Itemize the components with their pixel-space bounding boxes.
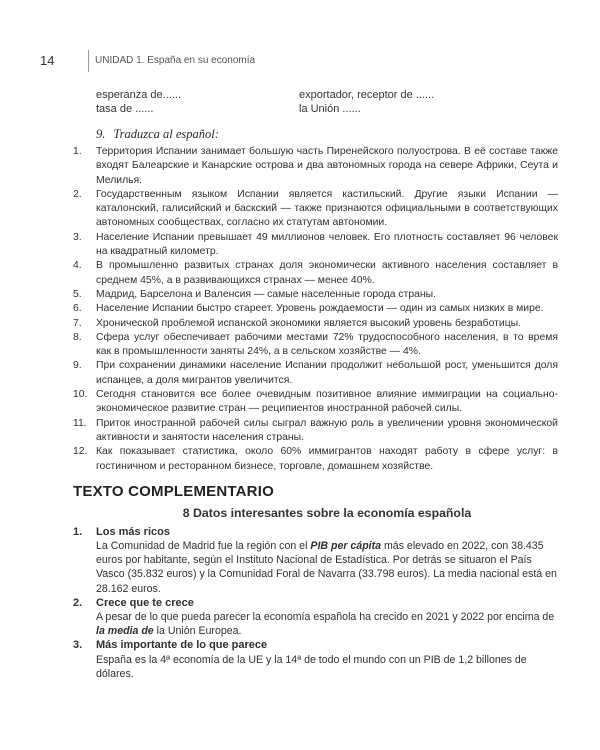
list-item [73,317,558,331]
item-number: 1. [73,525,83,538]
item-number: 6. [73,303,82,315]
running-title: UNIDAD 1. España en su economía [95,55,256,66]
item-text: Сегодня становится все более очевидным позитивное влияние иммиграции на социально-экономическое развитие стран — реципиентов иностранной рабочей силы. [96,389,558,415]
list-item [73,359,558,388]
item-text: Население Испании превышает 49 миллионов человек. Его плотность составляет 96 человек на квадратный километр. [96,231,558,258]
list-item [73,288,558,302]
body-text: España es la 4ª economía de la UE y la 14ª de todo el mundo con un PIB de 1,2 billones de dólares. [96,653,527,680]
body-text: más elevado en 2022, con 38.435 euros por habitante, según el Instituto Nacional de Estadística. Por detrás se situaron el País Vasco (35.832 euros) y la Comunidad Foral de Navarra (33.798 euros). La media nacional está en 28.162 euros. [96,540,557,595]
item-number: 2. [73,188,82,200]
header-divider [88,50,89,72]
item-number: 1. [73,146,82,157]
item-text: Территория Испании занимает большую часть Пиренейского полуострова. В её составе также входят Балеарские и Канарские острова и два автономных города на севере Африки, Сеута и Мелилья. [96,146,558,186]
section-subtitle: 8 Datos interesantes sobre la economía española [182,505,472,520]
item-number: 7. [73,317,82,329]
item-text: Хронической проблемой испанской экономики является высокий уровень безработицы. [96,317,522,329]
item-number: 5. [73,288,82,300]
item-title: Más importante de lo que parece [96,639,268,652]
translation-list [73,145,558,474]
list-item [73,145,558,188]
item-number: 8. [73,331,82,343]
fill-in-items [96,88,558,116]
item-body [96,539,558,596]
page-number: 14 [40,53,55,68]
list-item [73,388,558,417]
fill-item: esperanza de...... [96,89,181,101]
section-title: TEXTO COMPLEMENTARIO [73,482,274,500]
list-item [73,596,558,639]
item-number: 2. [73,596,83,609]
list-item [73,445,558,474]
item-text: В промышленно развитых странах доля экономически активного населения составляет в среднем 45%, а в развивающихся странах — менее 40%. [96,260,558,286]
item-number: 11. [73,417,87,429]
list-item [73,638,558,681]
list-item [73,331,558,360]
fill-item: exportador, receptor de ...... [299,89,435,101]
body-text: La Comunidad de Madrid fue la región con el [96,540,311,553]
item-title: Los más ricos [96,525,170,538]
fill-item: tasa de ...... [96,103,154,115]
list-item [73,231,558,260]
item-title: Crece que te crece [96,596,194,609]
item-number: 12. [73,446,88,458]
list-item [73,259,558,288]
item-text: При сохранении динамики население Испании продолжит небольшой рост, уменьшится доля испанцев, а доля мигрантов увеличится. [96,360,558,386]
item-number: 10. [73,389,88,401]
item-text: Государственным языком Испании является кастильский. Другие языки Испании — каталонский, галисийский и баскский — также признаются официальными в соответствующих автономных сообществах, согласно их статутам автономии. [96,188,558,229]
item-body [96,653,558,681]
item-number: 4. [73,260,82,272]
facts-list [73,525,558,681]
page-content [73,88,558,681]
list-item [73,188,558,231]
item-number: 3. [73,639,83,652]
emphasis-text: PIB per cápita [310,540,382,553]
item-text: Мадрид, Барселона и Валенсия — самые населенные города страны. [96,288,437,300]
page-header [0,50,600,74]
list-item [73,525,558,596]
list-item [73,417,558,446]
exercise-heading [96,126,558,142]
item-text: Как показывает статистика, около 60% иммигрантов находят работу в сфере услуг: в гостиничном и ресторанном бизнесе, торговле, домашнем хозяйстве. [96,446,558,472]
body-text: A pesar de lo que pueda parecer la economía española ha crecido en 2021 y 2022 por encima de [96,611,555,624]
emphasis-text: la media de [96,625,154,638]
item-text: Сфера услуг обеспечивает рабочими местами 72% трудоспособного населения, в то время как в промышленности заняты 24%, а в сельском хозяйстве — 4%. [96,331,558,358]
item-body [96,610,558,638]
item-number: 9. [73,360,82,372]
fill-item: la Unión ...... [299,103,361,115]
item-text: Население Испании быстро стареет. Уровень рождаемости — один из самых низких в мире. [96,303,544,315]
body-text: la Unión Europea. [153,625,242,638]
item-text: Приток иностранной рабочей силы сыграл важную роль в увеличении уровня экономической активности и занятости населения страны. [96,417,558,443]
list-item [73,302,558,316]
exercise-instruction: Traduzca al español: [113,127,219,141]
item-number: 3. [73,231,82,243]
exercise-number: 9. [96,127,106,141]
